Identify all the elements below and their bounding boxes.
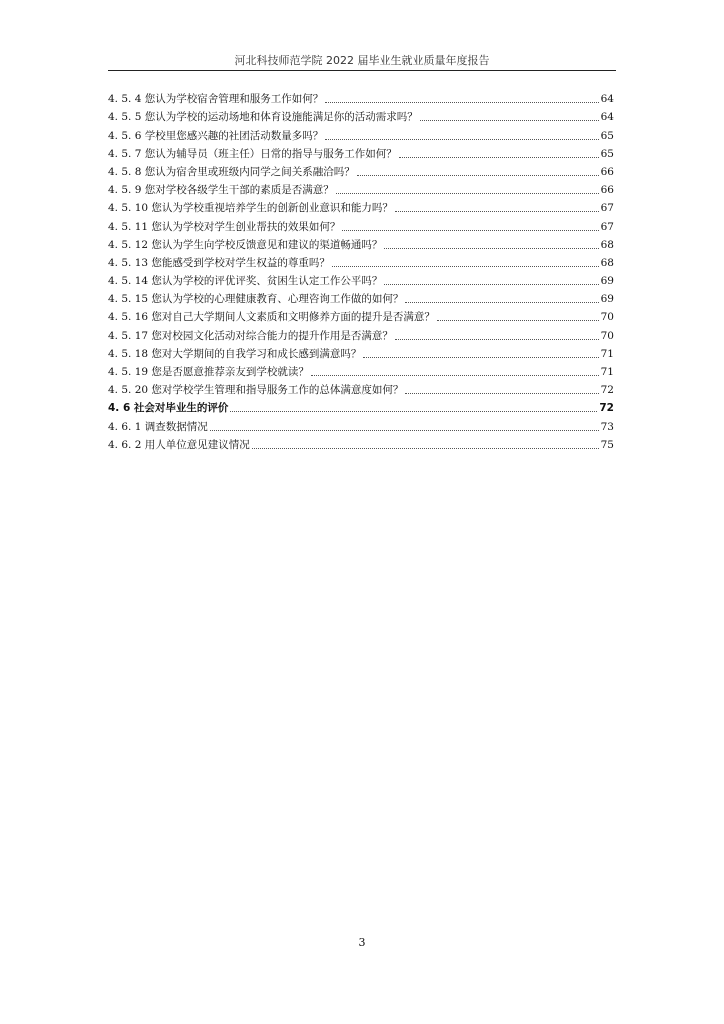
- toc-entry-page: 69: [600, 293, 614, 306]
- toc-entry-title: 4. 5. 15 您认为学校的心理健康教育、心理咨询工作做的如何？: [108, 293, 404, 306]
- running-header: 河北科技师范学院 2022 届毕业生就业质量年度报告: [234, 54, 490, 67]
- dot-leader: [336, 193, 599, 194]
- toc-entry-title: 4. 6. 2 用人单位意见建议情况: [108, 438, 250, 451]
- toc-entry[interactable]: [108, 288, 614, 306]
- toc-entry[interactable]: [108, 143, 614, 161]
- toc-entry-title: 4. 6 社会对毕业生的评价: [108, 402, 229, 415]
- dot-leader: [399, 157, 599, 158]
- toc-entry-title: 4. 5. 16 您对自己大学期间人文素质和文明修养方面的提升是否满意？: [108, 311, 435, 324]
- toc-entry-page: 68: [600, 256, 614, 269]
- dot-leader: [332, 266, 599, 267]
- toc-entry[interactable]: [108, 361, 614, 379]
- dot-leader: [363, 357, 598, 358]
- toc-entry[interactable]: [108, 197, 614, 215]
- toc-entry-title: 4. 5. 4 您认为学校宿舍管理和服务工作如何？: [108, 93, 324, 106]
- toc-entry-title: 4. 5. 8 您认为宿舍里或班级内同学之间关系融洽吗？: [108, 165, 355, 178]
- toc-entry-title: 4. 5. 11 您认为学校对学生创业帮扶的效果如何？: [108, 220, 341, 233]
- toc-entry[interactable]: [108, 343, 614, 361]
- toc-entry-page: 64: [600, 111, 614, 124]
- toc-entry-page: 66: [600, 184, 614, 197]
- toc-entry[interactable]: [108, 434, 614, 452]
- dot-leader: [384, 248, 598, 249]
- header-divider: [108, 70, 616, 71]
- toc-entry-page: 72: [599, 402, 614, 415]
- toc-entry[interactable]: [108, 324, 614, 342]
- toc-entry-title: 4. 5. 5 您认为学校的运动场地和体育设施能满足你的活动需求吗？: [108, 111, 418, 124]
- dot-leader: [325, 139, 598, 140]
- toc-entry-title: 4. 5. 18 您对大学期间的自我学习和成长感到满意吗？: [108, 347, 362, 360]
- toc-entry[interactable]: [108, 306, 614, 324]
- toc-entry-page: 69: [600, 275, 614, 288]
- dot-leader: [405, 302, 598, 303]
- toc-entry-title: 4. 5. 12 您认为学生向学校反馈意见和建议的渠道畅通吗？: [108, 238, 383, 251]
- toc-entry[interactable]: [108, 124, 614, 142]
- dot-leader: [437, 320, 599, 321]
- toc-entry-page: 66: [600, 165, 614, 178]
- toc-entry-page: 65: [600, 129, 614, 142]
- dot-leader: [395, 339, 599, 340]
- toc-entry[interactable]: [108, 379, 614, 397]
- toc-entry-page: 67: [600, 202, 614, 215]
- toc-entry-page: 65: [600, 147, 614, 160]
- dot-leader: [420, 120, 599, 121]
- toc-entry-title: 4. 5. 13 您能感受到学校对学生权益的尊重吗？: [108, 256, 330, 269]
- toc-entry-page: 71: [600, 347, 614, 360]
- dot-leader: [252, 448, 599, 449]
- toc-entry[interactable]: [108, 415, 614, 433]
- dot-leader: [342, 230, 598, 231]
- toc-entry-title: 4. 5. 20 您对学校学生管理和指导服务工作的总体满意度如何？: [108, 384, 404, 397]
- toc-entry-page: 72: [600, 384, 614, 397]
- dot-leader: [210, 430, 599, 431]
- toc-entry-title: 4. 5. 7 您认为辅导员（班主任）日常的指导与服务工作如何？: [108, 147, 397, 160]
- toc-entry[interactable]: [108, 215, 614, 233]
- dot-leader: [357, 175, 599, 176]
- toc-entry[interactable]: [108, 179, 614, 197]
- toc-entry-title: 4. 5. 19 您是否愿意推荐亲友到学校就读？: [108, 366, 309, 378]
- toc-entry[interactable]: [108, 106, 614, 124]
- toc-entry-page: 67: [600, 220, 614, 233]
- toc-entry-title: 4. 5. 10 您认为学校重视培养学生的创新创业意识和能力吗？: [108, 202, 393, 215]
- toc-entry-page: 71: [600, 366, 614, 378]
- toc-entry-title: 4. 6. 1 调查数据情况: [108, 420, 208, 433]
- toc-entry-title: 4. 5. 14 您认为学校的评优评奖、贫困生认定工作公平吗？: [108, 275, 383, 288]
- toc-entry-page: 68: [600, 238, 614, 251]
- toc-entry[interactable]: [108, 234, 614, 252]
- dot-leader: [311, 375, 599, 376]
- dot-leader: [325, 102, 598, 103]
- toc-entry[interactable]: [108, 88, 614, 106]
- page-number: 3: [358, 936, 366, 949]
- toc-entry[interactable]: [108, 252, 614, 270]
- toc-entry-page: 70: [600, 329, 614, 342]
- toc-entry-page: 64: [600, 93, 614, 106]
- dot-leader: [384, 284, 598, 285]
- toc-entry[interactable]: [108, 397, 614, 415]
- dot-leader: [230, 411, 597, 412]
- toc-entry-title: 4. 5. 9 您对学校各级学生干部的素质是否满意？: [108, 184, 334, 197]
- toc-entry-page: 70: [600, 311, 614, 324]
- toc-entry-title: 4. 5. 17 您对校园文化活动对综合能力的提升作用是否满意？: [108, 329, 393, 342]
- toc-entry[interactable]: [108, 270, 614, 288]
- table-of-contents: [108, 88, 614, 452]
- toc-entry-title: 4. 5. 6 学校里您感兴趣的社团活动数量多吗？: [108, 129, 324, 142]
- toc-entry-page: 75: [600, 438, 614, 451]
- dot-leader: [395, 211, 599, 212]
- dot-leader: [405, 393, 598, 394]
- toc-entry[interactable]: [108, 161, 614, 179]
- toc-entry-page: 73: [600, 420, 614, 433]
